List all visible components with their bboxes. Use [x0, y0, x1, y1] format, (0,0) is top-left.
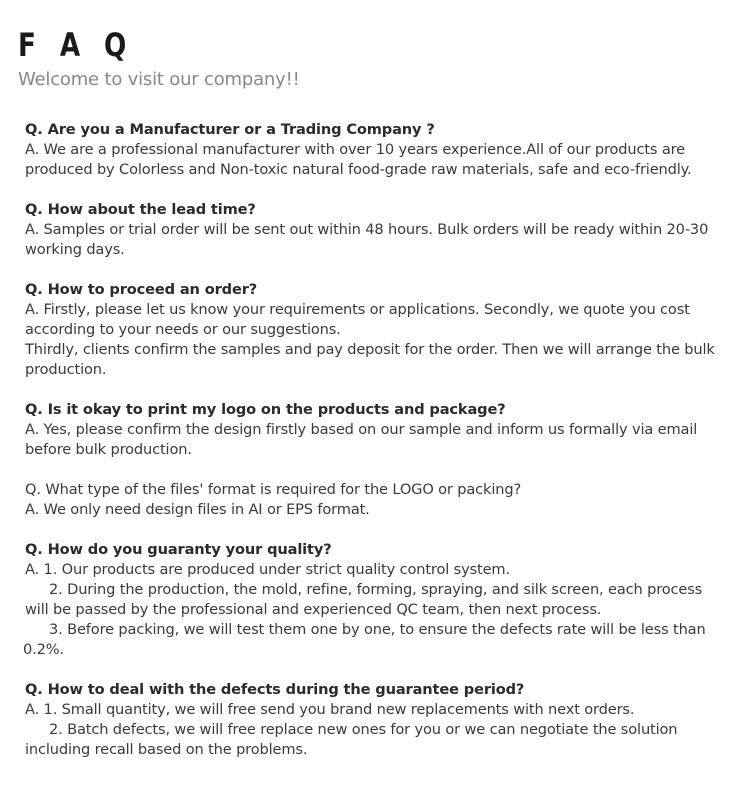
page-title: F A Q	[18, 26, 134, 64]
faq-question: Q. How do you guaranty your quality?	[25, 541, 332, 558]
faq-answer-line: A. Yes, please confirm the design firstly based on our sample and inform us formally via email	[25, 421, 698, 438]
faq-question: Q. Is it okay to print my logo on the products and package?	[25, 401, 506, 418]
faq-question: Q. How to proceed an order?	[25, 281, 258, 298]
faq-answer-line: produced by Colorless and Non-toxic natural food-grade raw materials, safe and eco-friendly.	[25, 161, 692, 178]
page-header	[18, 26, 300, 93]
faq-answer-line: A. We only need design files in AI or EPS format.	[25, 501, 370, 518]
faq-item-lead-time	[25, 200, 725, 260]
faq-item-file-format	[25, 480, 725, 520]
faq-answer-line: including recall based on the problems.	[25, 741, 308, 758]
faq-answer-line: working days.	[25, 241, 125, 258]
faq-question: Q. How about the lead time?	[25, 201, 256, 218]
faq-answer-line: will be passed by the professional and experienced QC team, then next process.	[25, 601, 602, 618]
faq-list	[25, 120, 725, 780]
faq-item-manufacturer	[25, 120, 725, 180]
faq-answer-line: A. We are a professional manufacturer with over 10 years experience.All of our products are	[25, 141, 686, 158]
faq-answer-line: A. 1. Small quantity, we will free send you brand new replacements with next orders.	[25, 701, 635, 718]
faq-item-order-process	[25, 280, 725, 380]
page-subtitle: Welcome to visit our company!!	[18, 69, 300, 90]
faq-answer-line: production.	[25, 361, 107, 378]
faq-answer-line: A. 1. Our products are produced under strict quality control system.	[25, 561, 510, 578]
faq-question: Q. How to deal with the defects during the guarantee period?	[25, 681, 525, 698]
faq-item-defects	[25, 680, 725, 760]
faq-answer-line: before bulk production.	[25, 441, 192, 458]
faq-answer-line: A. Firstly, please let us know your requirements or applications. Secondly, we quote you cost	[25, 301, 690, 318]
faq-item-quality	[25, 540, 725, 660]
faq-answer-line: 0.2%.	[23, 641, 64, 658]
faq-question: Q. What type of the files' format is required for the LOGO or packing?	[25, 481, 522, 498]
faq-question: Q. Are you a Manufacturer or a Trading Company ?	[25, 121, 435, 138]
faq-answer-line: 2. During the production, the mold, refine, forming, spraying, and silk screen, each process	[49, 581, 703, 598]
faq-answer-line: 3. Before packing, we will test them one by one, to ensure the defects rate will be less than	[49, 621, 706, 638]
faq-answer-line: 2. Batch defects, we will free replace new ones for you or we can negotiate the solution	[49, 721, 678, 738]
faq-answer-line: Thirdly, clients confirm the samples and pay deposit for the order. Then we will arrange the bulk	[25, 341, 715, 358]
faq-answer-line: A. Samples or trial order will be sent out within 48 hours. Bulk orders will be ready within 20-30	[25, 221, 709, 238]
faq-item-logo-printing	[25, 400, 725, 460]
faq-answer-line: according to your needs or our suggestions.	[25, 321, 341, 338]
